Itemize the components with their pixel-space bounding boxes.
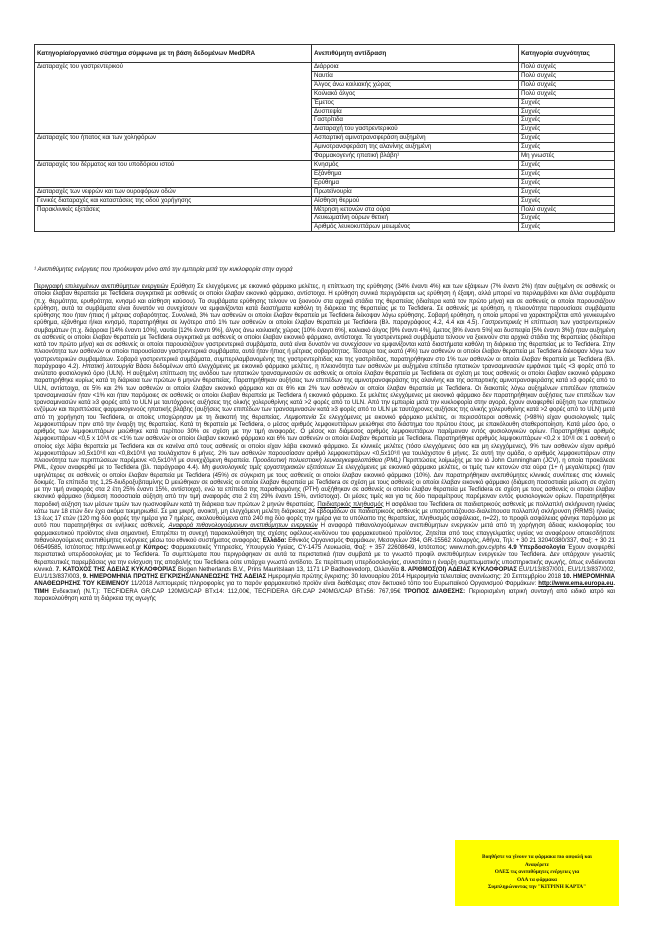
paragraph-text: EU/1/13/837/001, EU/1/13/837/002, EU/1/13/837/003, [34,566,615,580]
subheading: Ερύθηση [168,284,196,290]
section-heading: ΤΡΟΠΟΣ ΔΙΑΘΕΣΗΣ: [400,588,466,595]
ema-link[interactable]: http://www.ema.europa.eu [538,581,614,588]
reaction-cell: Έμετος [312,98,519,107]
yellow-card-notice [455,840,619,906]
frequency-cell: Συχνές [519,107,615,116]
frequency-cell: Συχνές [519,143,615,152]
reaction-cell: Εξάνθημα [312,169,519,178]
country-label: Κύπρος: [141,545,169,551]
table-row [35,63,615,72]
table-footnote: ¹ Ανεπιθύμητες ενέργειες που προέκυψαν μόνο από την εμπειρία μετά την κυκλοφορία στην αγορά [34,267,293,273]
frequency-cell: Συχνές [519,169,615,178]
subheading: Προοδευτική πολυεστιακή λευκοεγκεφαλοπάθεια (PML) [252,458,401,464]
country-label: Ελλάδα: [260,537,287,544]
soc-cell: Παρακλινικές εξετάσεις [35,205,312,232]
reaction-cell: Γαστρίτιδα [312,116,519,125]
yellow-card-line: ΟΛΕΣ τις ανεπιθύμητες ενέργειες για [494,869,580,876]
soc-cell: Γενικές διαταραχές και καταστάσεις της οδού χορήγησης [35,196,312,205]
yellow-card-line: ΟΛΑ τα φάρμακα [517,876,557,883]
frequency-cell: Μη γνωστές [519,152,615,161]
table-header-row [35,45,615,63]
reaction-cell: Φαρμακογενής ηπατική βλάβη¹ [312,152,519,161]
table-row [35,196,615,205]
paragraph-text: Ημερομηνία πρώτης έγκρισης: 30 Ιανουαρίου 2014 Ημερομηνία τελευταίας ανανέωσης: 20 Σεπτεμβρίου 2018 [266,574,562,580]
paragraph-text: Περιορισμένη ιατρική συνταγή από ειδικό ιατρό και παρακολούθηση κατά τη διάρκεια της αγωγής [34,588,616,602]
body-paragraph [34,284,615,603]
reaction-cell: Ερύθημα [312,178,519,187]
paragraph-text: Εθνικός Οργανισμός Φαρμάκων, Μεσογείων 284, GR-15562 Χολαργός, Αθήνα, Τηλ: + 30 21 32040380/337, Φαξ: + 30 21 06549585, Ιστότοπος: http://www.eof.gr [34,537,616,551]
paragraph-text: Ενδεικτική (Ν.Τ.): TECFIDERA GR.CAP 120MG/CAP BTx14: 112,00€, TECFIDERA GR.CAP 240MG/CAP BTx56: 767,95€ [48,588,401,595]
reaction-cell: Ναυτία [312,71,519,80]
reaction-cell: Κνησμός [312,160,519,169]
section-heading: Αναφορά πιθανολογούμενων ανεπιθύμητων ενεργειών [168,523,318,530]
section-heading: Περιγραφή επιλεγμένων ανεπιθύμητων ενεργειών [34,284,169,290]
section-heading: 4.9 Υπερδοσολογία [508,545,566,551]
reaction-cell: Πρωτεϊνουρία [312,187,519,196]
soc-cell: Διαταραχές του γαστρεντερικού [35,63,312,134]
paragraph-text: Έχουν αναφερθεί περιστατικά υπερδοσολογίας με το Tecfidera. Τα συμπτώματα που περιγράφηκαν σε αυτά τα περιστατικά ήταν συμβατά με το γνωστό προφίλ ανεπιθύμητων ενεργειών του Tecfidera. Δεν υπάρχουν γνωστές θεραπευτικές παρεμβάσεις για την ενίσχυση της αποβολής του Tecfidera ούτε υπάρχει γνωστό αντίδοτο. Σε περίπτωση υπερδοσολογίας, συνιστάται η έναρξη συμπτωματικής υποστηρικτικής αγωγής, όπως ενδείκνυται κλινικά. [34,545,616,573]
table-row [35,187,615,196]
reaction-cell: Αίσθηση θερμού [312,196,519,205]
subheading: Ηπατική λειτουργία [82,363,134,370]
yellow-card-line: Συμπληρώνοντας την "ΚΙΤΡΙΝΗ ΚΑΡΤΑ" [487,884,587,891]
frequency-cell: Συχνές [519,178,615,187]
frequency-cell: Πολύ συχνές [519,63,615,72]
table-row [35,160,615,169]
reaction-cell: Αριθμός λευκοκυττάρων μειωμένος [312,223,519,232]
table-row [35,134,615,143]
reaction-cell: Διαταραχή του γαστρεντερικού [312,125,519,134]
reaction-cell: Ασπαρτική αμινοτρανσφεράση αυξημένη [312,134,519,143]
subheading: Λεμφοπενία [284,414,317,421]
soc-cell: Διαταραχές του ήπατος και των χοληφόρων [35,134,312,161]
frequency-cell: Συχνές [519,116,615,125]
reaction-cell: Κοιλιακό άλγος [312,89,519,98]
paragraph-text: Σε ελεγχόμενες με εικονικό φάρμακο μελέτες, οι τιμές των κετονών στα ούρα (1+ ή μεγαλύτερες) ήταν υψηλότερες σε ασθενείς οι οποίοι έλαβαν θεραπεία με Tecfidera (45%) σε σύγκριση με τους ασθενείς οι οποίοι έλαβαν εικονικό φάρμακο (10%). Δεν παρατηρήθηκαν ανεπιθύμητες κλινικές συνέπειες στις κλινικές δοκιμές. Τα επίπεδα της 1,25-διυδροξυβιταμίνης D μειώθηκαν σε ασθενείς οι οποίοι έλαβαν θεραπεία με Tecfidera σε σχέση με τους ασθενείς οι οποίοι έλαβαν εικονικό φάρμακο (διάμεση ποσοστιαία μείωση σε σχέση με την τιμή αναφοράς στα 2 έτη 25% έναντι 15%, αντίστοιχα), ενώ τα επίπεδα της παραθορμόνης (PTH) αυξήθηκαν σε ασθενείς οι οποίοι έλαβαν θεραπεία με Tecfidera σε σχέση με τους ασθενείς οι οποίοι έλαβαν εικονικό φάρμακο (διάμεση ποσοστιαία αύξηση από την τιμή αναφοράς στα 2 έτη 29% έναντι 15%, αντίστοιχα). Οι μέσες τιμές και για τις δύο παραμέτρους παρέμειναν εντός φυσιολογικών ορίων. Παρατηρήθηκε παροδική αύξηση των μέσων τιμών των ηωσινοφίλων κατά τη διάρκεια των πρώτων 2 μηνών θεραπείας. [34,465,615,508]
frequency-cell: Πολύ συχνές [519,205,615,214]
header-soc: Κατηγορία/οργανικό σύστημα σύμφωνα με τη βάση δεδομένων MedDRA [35,45,312,63]
paragraph-text: Biogen Netherlands B.V., Prins Mauritslaan 13, 1171 LP Badhoevedorp, Ολλανδία [175,566,400,573]
section-heading: . ΤΙΜΗ [34,581,615,595]
frequency-cell: Πολύ συχνές [519,80,615,89]
table-row [35,205,615,214]
reaction-cell: Μέτρηση κετονών στα ούρα [312,205,519,214]
section-heading: Παιδιατρικός πληθυσμός [317,501,384,508]
subheading: Γαστρεντερικές [481,320,522,327]
paragraph-text: 11/2018 Λεπτομερείς πληροφορίες για το παρόν φαρμακευτικό προϊόν είναι διαθέσιμες στον δικτυακό τόπο του Ευρωπαϊκού Οργανισμού Φαρμάκων: [128,581,539,588]
section-heading: 10. ΗΜΕΡΟΜΗΝΙΑ ΑΝΑΘΕΩΡΗΣΗΣ ΤΟΥ ΚΕΙΜΕΝΟΥ [34,574,615,588]
subheading: Μη φυσιολογικές τιμές εργαστηριακών εξετάσεων [201,465,335,472]
frequency-cell: Συχνές [519,214,615,223]
adverse-reactions-table [34,44,615,232]
section-heading: 8. ΑΡΙΘΜΟΣ(ΟΙ) ΑΔΕΙΑΣ ΚΥΚΛΟΦΟΡΙΑΣ [401,566,518,573]
reaction-cell: Άλγος άνω κοιλιακής χώρας [312,80,519,89]
reaction-cell: Διάρροια [312,63,519,72]
smpc-text-block [34,284,615,603]
frequency-cell: Συχνές [519,98,615,107]
section-heading: 9. ΗΜΕΡΟΜΗΝΙΑ ΠΡΩΤΗΣ ΕΓΚΡΙΣΗΣ/ΑΝΑΝΕΩΣΗΣ ΤΗΣ ΑΔΕΙΑΣ [82,574,267,580]
frequency-cell: Συχνές [519,134,615,143]
reaction-cell: Λευκωματίνη ούρων θετική [312,214,519,223]
reaction-cell: Αμινοτρανσφεράση της αλανίνης αυξημένη [312,143,519,152]
paragraph-text: Η αναφορά πιθανολογούμενων ανεπιθύμητων ενεργειών μετά από τη χορήγηση άδειας κυκλοφορίας του φαρμακευτικού προϊόντος είναι σημαντική. Επιτρέπει τη συνεχή παρακολούθηση της σχέσης οφέλους-κινδύνου του φαρμακευτικού προϊόντος. Ζητείται από τους επαγγελματίες υγείας να αναφέρουν οποιεσδήποτε πιθανολογούμενες ανεπιθύμητες ενέργειες μέσω του εθνικού συστήματος αναφοράς: [34,523,616,544]
yellow-card-line: Βοηθήστε να γίνουν τα φάρμακα πιο ασφαλή και [482,854,592,861]
soc-cell: Διαταραχές των νεφρών και των ουροφόρων οδών [35,187,312,196]
frequency-cell: Συχνές [519,125,615,134]
paragraph-text: Βάσει δεδομένων από ελεγχόμενες με εικονικό φάρμακο μελέτες, η πλειονότητα των ασθενών με αυξημένα επίπεδα ηπατικών τρανσαμινασών εμφάνισε τιμές <3 φορές από το ανώτατο φυσιολογικό όριο (ULN). Η αυξημένη επίπτωση της ανόδου των ηπατικών τρανσαμινασών σε ασθενείς οι οποίοι έλαβαν θεραπεία με Tecfidera σε σχέση με τους ασθενείς οι οποίοι έλαβαν εικονικό φάρμακο παρατηρήθηκε κυρίως κατά τη διάρκεια των πρώτων 6 μηνών θεραπείας. Παρατηρήθηκαν αυξήσεις των επιπέδων της αμινοτρανσφεράσης της αλανίνης και της ασπαρτικής αμινοτρανσφεράσης κατά ≥3 φορές από το ULN, αντίστοιχα, σε 5% και 2% των ασθενών οι οποίοι έλαβαν εικονικό φάρμακο και σε 6% και 2% των ασθενών οι οποίοι έλαβαν θεραπεία με Tecfidera. Οι διακοπές λόγω αυξημένων επιπέδων ηπατικών τρανσαμινασών ήταν <1% και ήταν παρόμοιες σε ασθενείς οι οποίοι έλαβαν θεραπεία με Tecfidera ή εικονικό φάρμακο. Σε μελέτες ελεγχόμενες με εικονικό φάρμακο δεν παρατηρήθηκαν αυξήσεις των επιπέδων των τρανσαμινασών κατά ≥3 φορές από το ULN με ταυτόχρονες αυξήσεις της ολικής χολερυθρίνης κατά >2 φορές από το ULN. Από την εμπειρία μετά την κυκλοφορία στην αγορά, έχουν αναφερθεί αύξηση των ηπατικών ενζύμων και περιπτώσεις φαρμακογενούς ηπατικής βλάβης (αυξήσεις των επιπέδων των τρανσαμινασών κατά ≥3 φορές από το ULN με ταυτόχρονες αυξήσεις της ολικής χολερυθρίνης κατά >2 φορές από το ULN) μετά από τη χορήγηση του Tecfidera, οι οποίες υποχώρησαν με τη διακοπή της θεραπείας. [34,363,615,421]
section-heading: 7. ΚΑΤΟΧΟΣ ΤΗΣ ΑΔΕΙΑΣ ΚΥΚΛΟΦΟΡΙΑΣ [55,566,176,573]
frequency-cell: Συχνές [519,196,615,205]
reaction-cell: Δυσπεψία [312,107,519,116]
paragraph-text: Η επίπτωση των γαστρεντερικών συμβαμάτων (π.χ. διάρροια [14% έναντι 10%], ναυτία [12% έναντι 9%], άλγος άνω κοιλιακής χώρας [10% έναντι 6%], κοιλιακό άλγος [9% έναντι 4%], έμετος [8% έναντι 5%] και δυσπεψία [5% έναντι 3%]) ήταν αυξημένη σε ασθενείς οι οποίοι έλαβαν θεραπεία με Tecfidera συγκριτικά με ασθενείς οι οποίοι έλαβαν εικονικό φάρμακο, αντίστοιχα. Τα γαστρεντερικά συμβάματα τείνουν να ξεκινούν στα αρχικά στάδια της θεραπείας (ιδιαίτερα κατά τον πρώτο μήνα) και σε ασθενείς οι οποίοι παρουσιάζουν γαστρεντερικά συμβάματα, αυτά είναι δυνατόν να συνεχίσουν να εμφανίζονται κατά διαστήματα καθόλη τη διάρκεια της θεραπείας με το Tecfidera. Στην πλειονότητα των ασθενών οι οποίοι παρουσίασαν γαστρεντερικά συμβάματα, αυτά ήταν ήπιας ή μέτριας σοβαρότητας. Τέσσερα τοις εκατό (4%) των ασθενών οι οποίοι έλαβαν θεραπεία με Tecfidera διέκοψαν λόγω των γαστρεντερικών συμβαμάτων. Σοβαρά γαστρεντερικά συμβάματα, συμπεριλαμβανομένης της γαστρεντερίτιδας και της γαστρίτιδας, παρατηρήθηκαν στο 1% των ασθενών οι οποίοι έλαβαν θεραπεία με Tecfidera (Βλ. παράγραφο 4.2). [34,320,616,370]
paragraph-text: Σε ελεγχόμενες με εικονικό φάρμακο μελέτες, η επίπτωση της ερύθησης (34% έναντι 4%) και των εξάψεων (7% έναντι 2%) ήταν αυξημένη σε ασθενείς οι οποίοι έλαβαν θεραπεία με Tecfidera συγκριτικά με ασθενείς οι οποίοι έλαβαν εικονικό φάρμακο, αντίστοιχα. Η ερύθηση συνικά περιγράφεται ως ερύθηση ή έξαψη, αλλά μπορεί να περιλαμβάνει και άλλα συμβάματα (π.χ. θερμότητα, ερυθρότητα, κνησμό και αίσθηση καύσου). Τα συμβάματα ερύθησης τείνουν να ξεκινούν στα αρχικά στάδια της θεραπείας (ιδιαίτερα κατά τον πρώτο μήνα) και σε ασθενείς οι οποίοι παρουσιάζουν ερύθηση, αυτά τα συμβάματα είναι δυνατόν να συνεχίσουν να εμφανίζονται κατά διαστήματα καθόλη τη διάρκεια της θεραπείας με το Tecfidera. Σε ασθενείς με ερύθηση, η πλειονότητα παρουσίασε συμβάματα ερύθησης που ήταν ήπιας ή μέτριας σοβαρότητας. Συνολικά, 3% των ασθενών οι οποίοι έλαβαν θεραπεία με Tecfidera διέκοψαν λόγω ερύθησης. Σοβαρή ερύθηση, η οποία μπορεί να χαρακτηρίζεται από γενικευμένο ερύθημα, εξάνθημα ή/και κνησμό, παρατηρήθηκε σε λιγότερο από 1% των ασθενών οι οποίοι έλαβαν θεραπεία με Tecfidera (Βλ. παραγράφους 4.2, 4.4 και 4.5). [34,284,615,327]
frequency-cell: Πολύ συχνές [519,89,615,98]
paragraph-text: Φαρμακευτικές Υπηρεσίες, Υπουργείο Υγείας, CY-1475 Λευκωσία, Φαξ: + 357 22608649, Ιστότοπος: www.moh.gov.cy/phs [168,545,506,551]
paragraph-text: Η ασφάλεια του Tecfidera σε παιδιατρικούς ασθενείς με πολλαπλή σκλήρυνση ηλικίας κάτω των 18 ετών δεν έχει ακόμα τεκμηριωθεί. Σε μια μικρή, ανοικτή, μη ελεγχόμενη μελέτη διάρκειας 24 εβδομάδων σε παιδιατρικούς ασθενείς με υποτροπιάζουσα-διαλείπουσα πολλαπλή σκλήρυνση (RRMS) ηλικίας 13 έως 17 ετών (120 mg δύο φορές την ημέρα για 7 ημέρες, ακολουθούμενα από 240 mg δύο φορές την ημέρα για το υπόλοιπο της θεραπείας, πληθυσμός ασφάλειας, n=22), το προφίλ ασφάλειας φάνηκε παρόμοιο με αυτό που παρατηρήθηκε σε ενήλικες ασθενείς. [34,501,616,530]
frequency-cell: Πολύ συχνές [519,71,615,80]
header-frequency: Κατηγορία συχνότητας [519,45,615,63]
header-reaction: Ανεπιθύμητη αντίδραση [312,45,519,63]
frequency-cell: Συχνές [519,160,615,169]
soc-cell: Διαταραχές του δέρματος και του υποδόριου ιστού [35,160,312,187]
paragraph-text: Περιπτώσεις λοίμωξης με τον ιό John Cunningham (JCV), η οποία προκάλεσε PML, έχουν αναφερθεί με το Tecfidera (βλ. παράγραφο 4.4). [34,458,615,472]
frequency-cell: Συχνές [519,187,615,196]
paragraph-text: Σε ελεγχόμενες με εικονικό φάρμακο μελέτες, οι περισσότεροι ασθενείς (>98%) είχαν φυσιολογικές τιμές λεμφοκυττάρων πριν από την έναρξη της θεραπείας. Κατά τη θεραπεία με Tecfidera, ο μέσος αριθμός λεμφοκυττάρων μειώθηκε στο διάστημα του πρώτου έτους, με επακόλουθη σταθεροποίηση. Κατά μέσο όρο, ο αριθμός των λεμφοκυττάρων μειώθηκε κατά περίπου 30% σε σχέση με την τιμή αναφοράς. Ο μέσος και διάμεσος αριθμός λεμφοκυττάρων παρέμειναν εντός φυσιολογικών ορίων. Παρατηρήθηκε αριθμός λεμφοκυττάρων <0,5 x 10⁹/l σε <1% των ασθενών οι οποίοι έλαβαν εικονικό φάρμακο και 6% των ασθενών οι οποίοι έλαβαν θεραπεία με Tecfidera. Παρατηρήθηκε αριθμός λεμφοκυττάρων <0,2 x 10⁹/l σε 1 ασθενή ο οποίος είχε λάβει θεραπεία με Tecfidera και σε κανένα από τους ασθενείς οι οποίοι είχαν λάβει εικονικό φάρμακο. Σε κλινικές μελέτες (τόσο ελεγχόμενες όσο και μη ελεγχόμενες), 9% των ασθενών είχαν αριθμό λεμφοκυττάρων ≥0,5x10⁹/l και <0,8x10⁹/l για τουλάχιστον 6 μήνες. 2% των ασθενών παρουσίασαν αριθμό λεμφοκυττάρων <0,5x10⁹/l για τουλάχιστον 6 μήνες. Σε αυτή την ομάδα, ο αριθμός λεμφοκυττάρων στην πλειονότητα των περιπτώσεων παρέμεινε <0,5x10⁹/l με συνεχιζόμενη θεραπεία. [34,414,615,464]
yellow-card-line: Αναφέρετε [524,861,550,868]
frequency-cell: Συχνές [519,223,615,232]
